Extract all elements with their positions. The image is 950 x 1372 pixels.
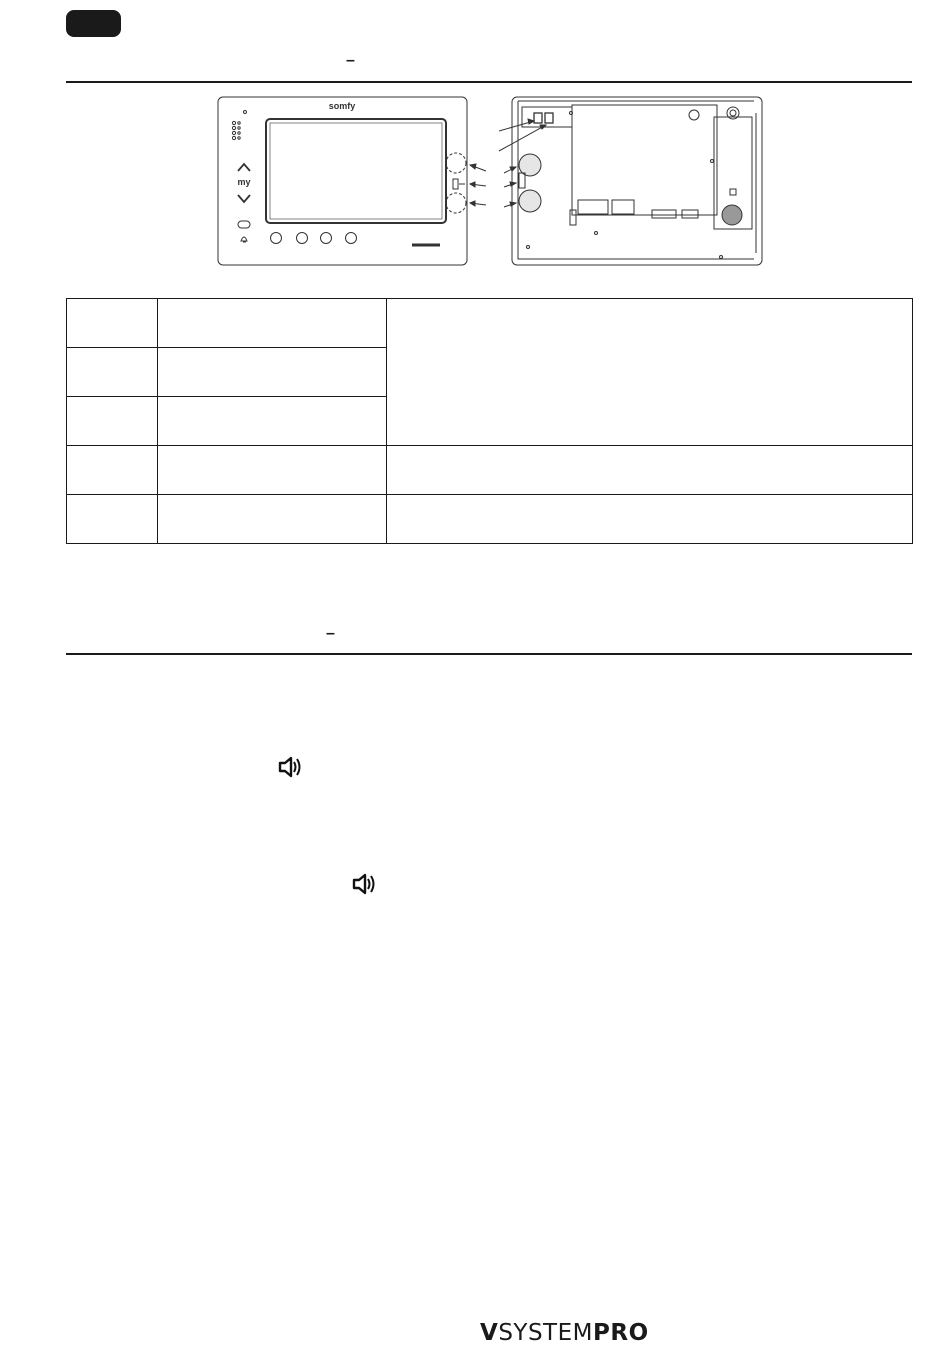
- table-cell-id: [67, 446, 158, 495]
- table-cell-name: [158, 495, 387, 544]
- table-cell-desc: [387, 495, 913, 544]
- table-cell-name: [158, 348, 387, 397]
- section-1-rule: [66, 81, 912, 83]
- front-screen: [266, 119, 446, 223]
- section-2-title: –: [326, 625, 335, 642]
- up-arrow-icon: [238, 164, 250, 171]
- table-row: [67, 446, 913, 495]
- speaker-button: [271, 233, 282, 244]
- language-badge: [66, 10, 121, 37]
- table-cell-name: [158, 299, 387, 348]
- table-cell-name: [158, 397, 387, 446]
- component-table: [66, 298, 913, 544]
- vsystempro-logo: [480, 1320, 649, 1346]
- speaker-icon: [352, 873, 378, 895]
- brand-system: SYSTEM: [498, 1320, 593, 1346]
- rear-pcb: [572, 105, 717, 215]
- table-cell-id: [67, 397, 158, 446]
- front-panel-outline: [218, 97, 467, 265]
- bell-icon: [241, 237, 247, 242]
- table-cell-id: [67, 348, 158, 397]
- status-leds: [232, 121, 240, 139]
- table-cell-name: [158, 446, 387, 495]
- table-cell-desc: [387, 299, 913, 446]
- rear-panel-outline: [512, 97, 762, 265]
- section-2-rule: [66, 653, 912, 655]
- product-diagram: [216, 95, 764, 268]
- table-row: [67, 495, 913, 544]
- section-1-title: –: [346, 52, 355, 69]
- mute-button: [346, 233, 357, 244]
- table-cell-desc: [387, 446, 913, 495]
- brand-pro: PRO: [593, 1320, 649, 1346]
- table-cell-id: [67, 495, 158, 544]
- my-key-label: my: [237, 177, 251, 187]
- key1-button: [297, 233, 308, 244]
- brand-v: V: [480, 1320, 499, 1346]
- down-arrow-icon: [238, 195, 250, 202]
- table-row: [67, 299, 913, 348]
- front-small-button: [238, 221, 250, 228]
- somfy-logo: somfy: [328, 101, 356, 111]
- table-cell-id: [67, 299, 158, 348]
- speaker-icon: [278, 756, 304, 778]
- key2-button: [321, 233, 332, 244]
